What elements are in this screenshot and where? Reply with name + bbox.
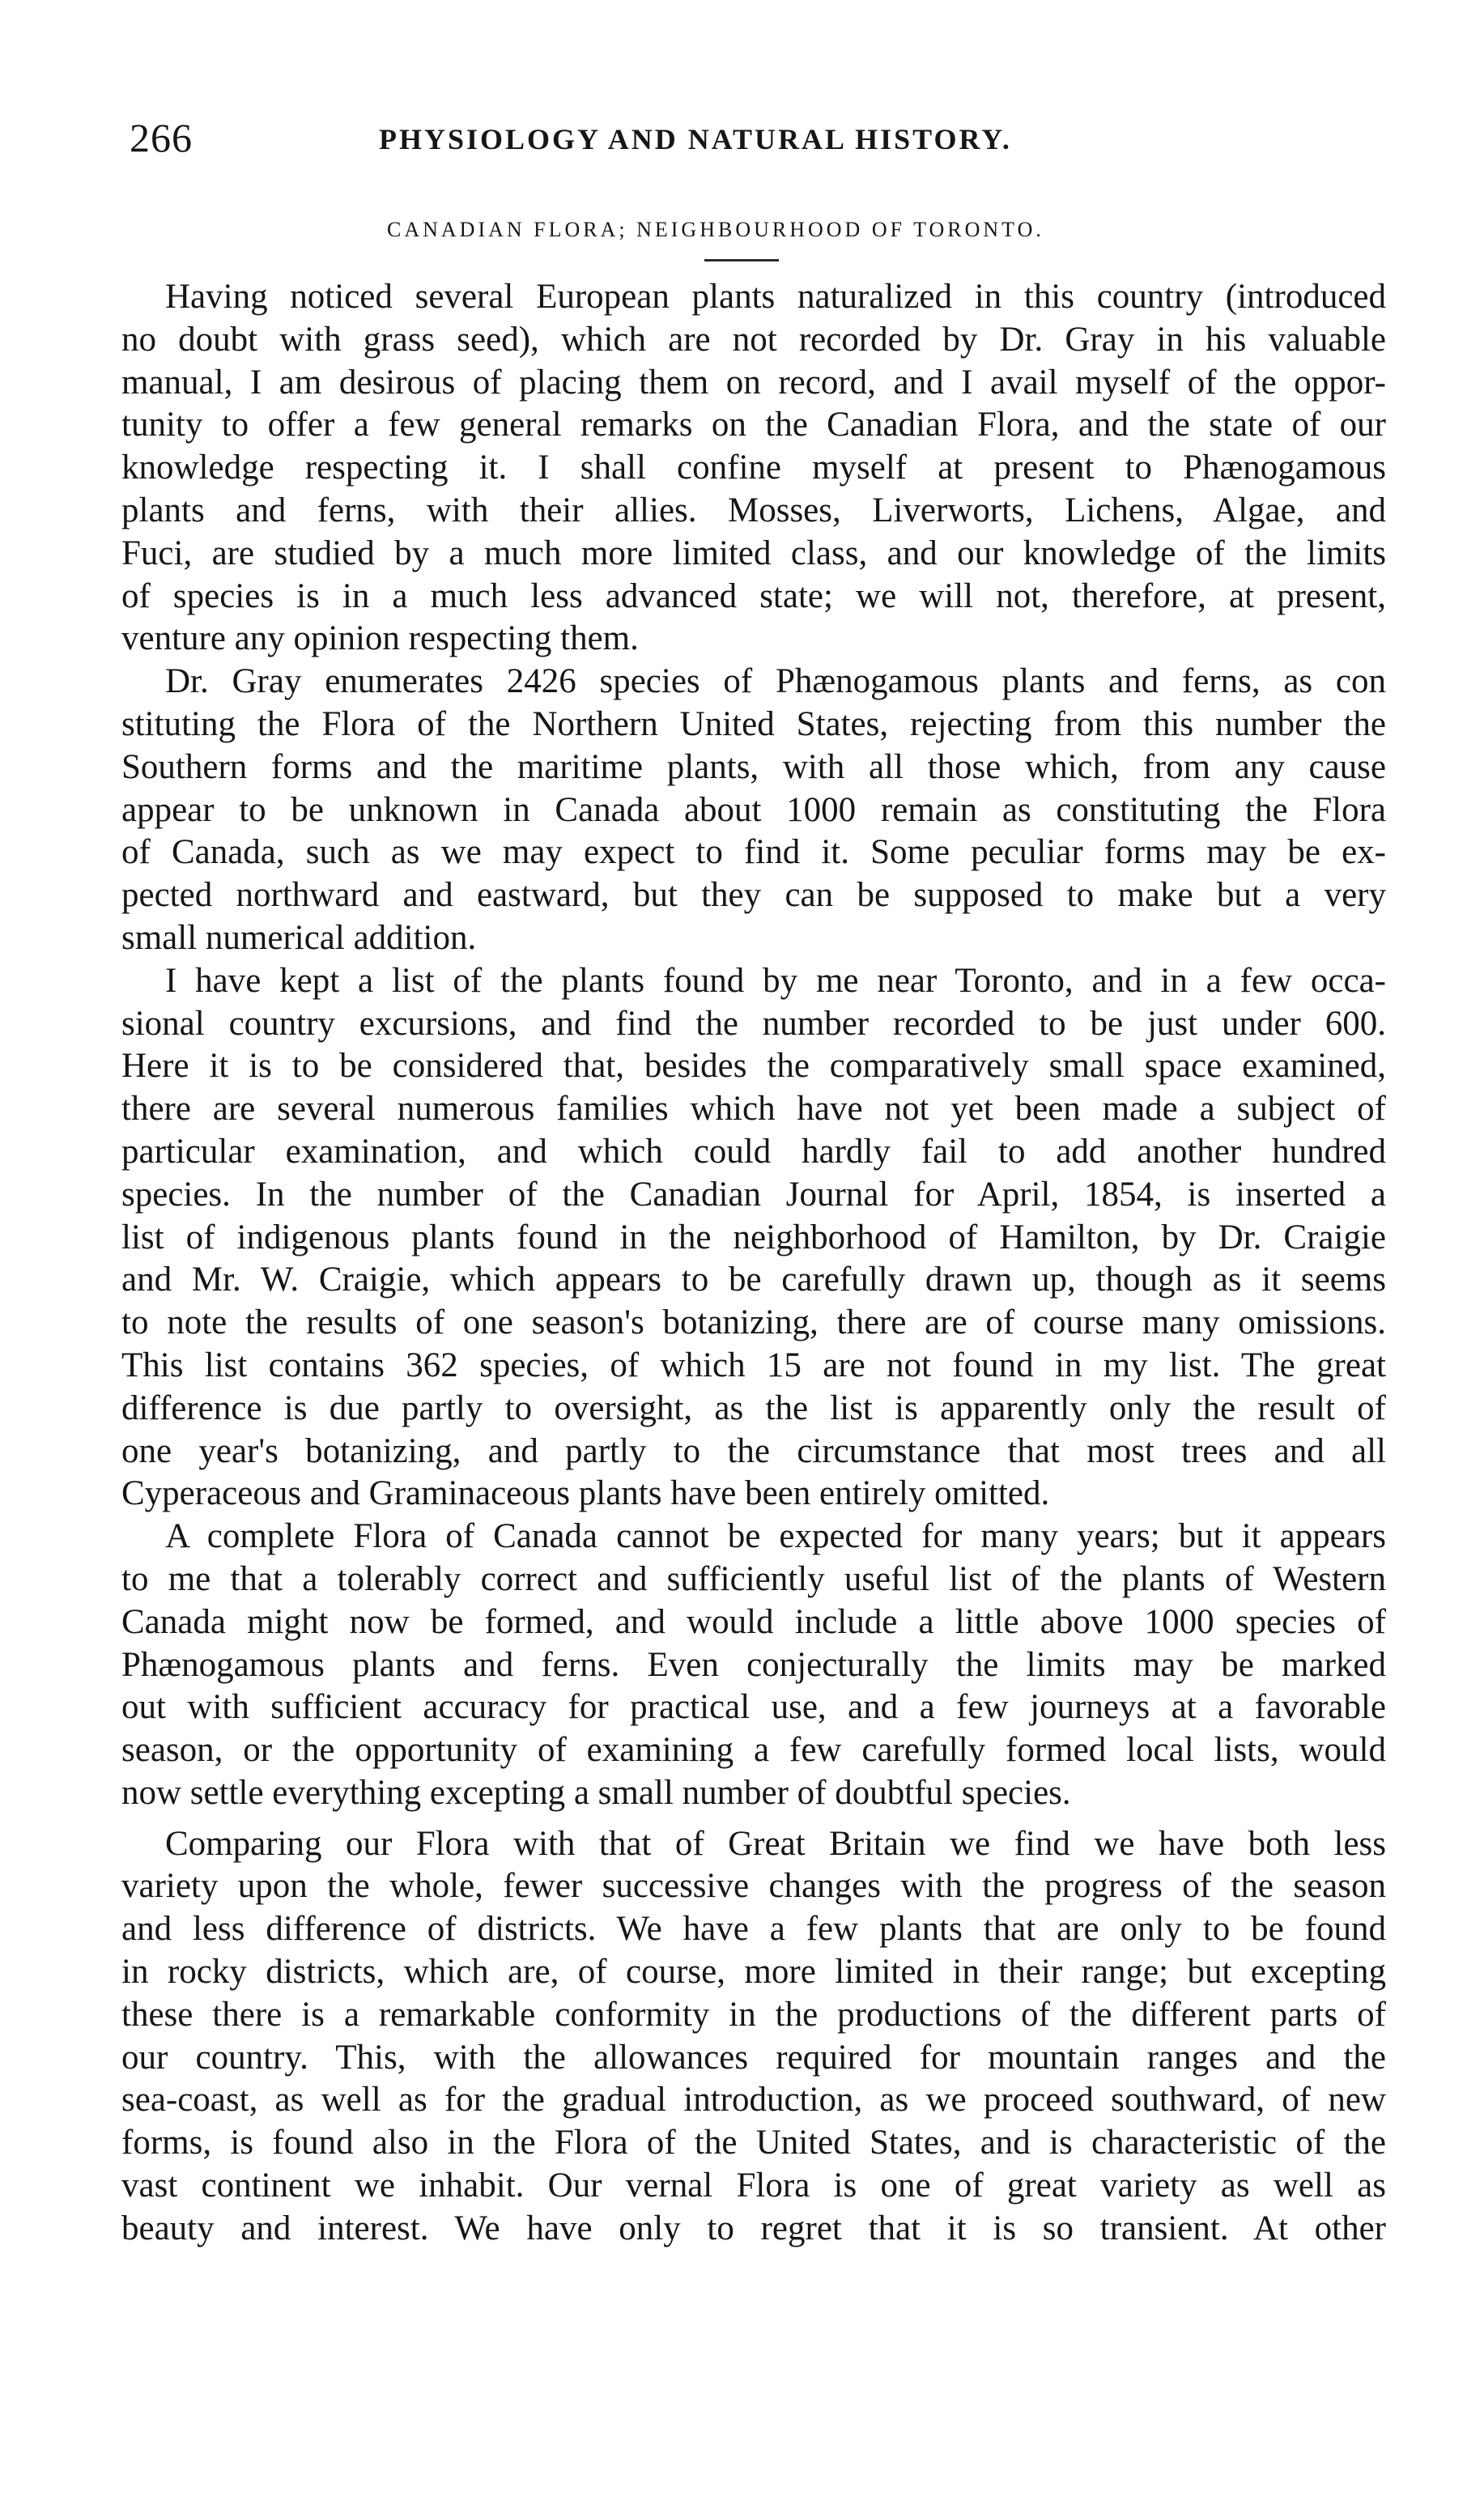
text-line: out with sufficient accuracy for practical use, and a few journeys at a favorable bbox=[121, 1688, 1386, 1727]
text-line: forms, is found also in the Flora of the United States, and is characteristic of the bbox=[121, 2124, 1386, 2162]
text-line: beauty and interest. We have only to regret that it is so transient. At other bbox=[121, 2209, 1386, 2247]
text-line: particular examination, and which could hardly fail to add another hundred bbox=[121, 1132, 1386, 1171]
text-line: A complete Flora of Canada cannot be expected for many years; but it appears bbox=[165, 1517, 1386, 1556]
text-line: these there is a remarkable conformity in the productions of the different parts of bbox=[121, 1995, 1386, 2034]
text-line: Fuci, are studied by a much more limited class, and our knowledge of the limits bbox=[121, 534, 1386, 572]
text-line: knowledge respecting it. I shall confine myself at present to Phænogamous bbox=[121, 449, 1386, 487]
section-title: CANADIAN FLORA; NEIGHBOURHOOD OF TORONTO. bbox=[387, 218, 1044, 241]
text-line: now settle everything excepting a small number of doubtful species. bbox=[121, 1773, 1071, 1812]
text-line: variety upon the whole, fewer successive changes with the progress of the season bbox=[121, 1867, 1386, 1906]
text-line: vast continent we inhabit. Our vernal Flora is one of great variety as well as bbox=[121, 2166, 1386, 2205]
text-line: Dr. Gray enumerates 2426 species of Phænogamous plants and ferns, as con bbox=[165, 662, 1386, 701]
text-line: of species is in a much less advanced state; we will not, therefore, at present, bbox=[121, 576, 1386, 615]
text-line: plants and ferns, with their allies. Mosses, Liverworts, Lichens, Algae, and bbox=[121, 491, 1386, 529]
text-line: list of indigenous plants found in the neighborhood of Hamilton, by Dr. Craigie bbox=[121, 1218, 1386, 1257]
text-line: tunity to offer a few general remarks on the Canadian Flora, and the state of our bbox=[121, 406, 1386, 444]
text-line: Comparing our Flora with that of Great Britain we find we have both less bbox=[165, 1824, 1386, 1863]
paragraph-gap bbox=[121, 1815, 1386, 1823]
text-line: Canada might now be formed, and would include a little above 1000 species of bbox=[121, 1602, 1386, 1641]
text-line: This list contains 362 species, of which 15 are not found in my list. The great bbox=[121, 1346, 1386, 1384]
text-line: Having noticed several European plants naturalized in this country (introduced bbox=[165, 278, 1386, 316]
text-line: Here it is to be considered that, besides the comparatively small space examined, bbox=[121, 1047, 1386, 1086]
text-line: sional country excursions, and find the number recorded to be just under 600. bbox=[121, 1004, 1386, 1043]
text-line: difference is due partly to oversight, as the list is apparently only the result of bbox=[121, 1388, 1386, 1427]
text-line: season, or the opportunity of examining a few carefully formed local lists, would bbox=[121, 1731, 1386, 1770]
text-line: Southern forms and the maritime plants, with all those which, from any cause bbox=[121, 747, 1386, 786]
page-number: 266 bbox=[130, 115, 193, 160]
text-line: and Mr. W. Craigie, which appears to be carefully drawn up, though as it seems bbox=[121, 1261, 1386, 1299]
text-line: Cyperaceous and Graminaceous plants have been entirely omitted. bbox=[121, 1474, 1050, 1513]
text-line: and less difference of districts. We have a few plants that are only to be found bbox=[121, 1910, 1386, 1949]
text-line: venture any opinion respecting them. bbox=[121, 619, 639, 658]
text-line: there are several numerous families which have not yet been made a subject of bbox=[121, 1090, 1386, 1129]
paragraph-3 bbox=[121, 960, 1386, 1516]
text-line: no doubt with grass seed), which are not recorded by Dr. Gray in his valuable bbox=[121, 320, 1386, 359]
text-line: manual, I am desirous of placing them on record, and I avail myself of the oppor- bbox=[121, 363, 1386, 402]
paragraph-5 bbox=[121, 1823, 1386, 2251]
title-rule bbox=[704, 259, 779, 262]
text-line: our country. This, with the allowances required for mountain ranges and the bbox=[121, 2038, 1386, 2077]
running-head: PHYSIOLOGY AND NATURAL HISTORY. bbox=[379, 123, 1012, 155]
text-line: sea-coast, as well as for the gradual introduction, as we proceed southward, of new bbox=[121, 2081, 1386, 2120]
text-line: to note the results of one season's botanizing, there are of course many omissions. bbox=[121, 1303, 1386, 1342]
body-text bbox=[121, 276, 1386, 2251]
text-line: of Canada, such as we may expect to find it. Some peculiar forms may be ex- bbox=[121, 833, 1386, 872]
text-line: small numerical addition. bbox=[121, 918, 477, 957]
text-line: Phænogamous plants and ferns. Even conjecturally the limits may be marked bbox=[121, 1645, 1386, 1684]
text-line: in rocky districts, which are, of course, more limited in their range; but excepting bbox=[121, 1953, 1386, 1992]
text-line: appear to be unknown in Canada about 1000 remain as constituting the Flora bbox=[121, 790, 1386, 829]
text-line: species. In the number of the Canadian Journal for April, 1854, is inserted a bbox=[121, 1175, 1386, 1214]
paragraph-4 bbox=[121, 1516, 1386, 1815]
text-line: one year's botanizing, and partly to the circumstance that most trees and all bbox=[121, 1431, 1386, 1470]
text-line: stituting the Flora of the Northern United States, rejecting from this number the bbox=[121, 704, 1386, 743]
paragraph-2 bbox=[121, 661, 1386, 960]
paragraph-1 bbox=[121, 276, 1386, 661]
text-line: pected northward and eastward, but they can be supposed to make but a very bbox=[121, 876, 1386, 915]
text-line: I have kept a list of the plants found by me near Toronto, and in a few occa- bbox=[165, 961, 1386, 1000]
text-line: to me that a tolerably correct and sufficiently useful list of the plants of Western bbox=[121, 1559, 1386, 1598]
